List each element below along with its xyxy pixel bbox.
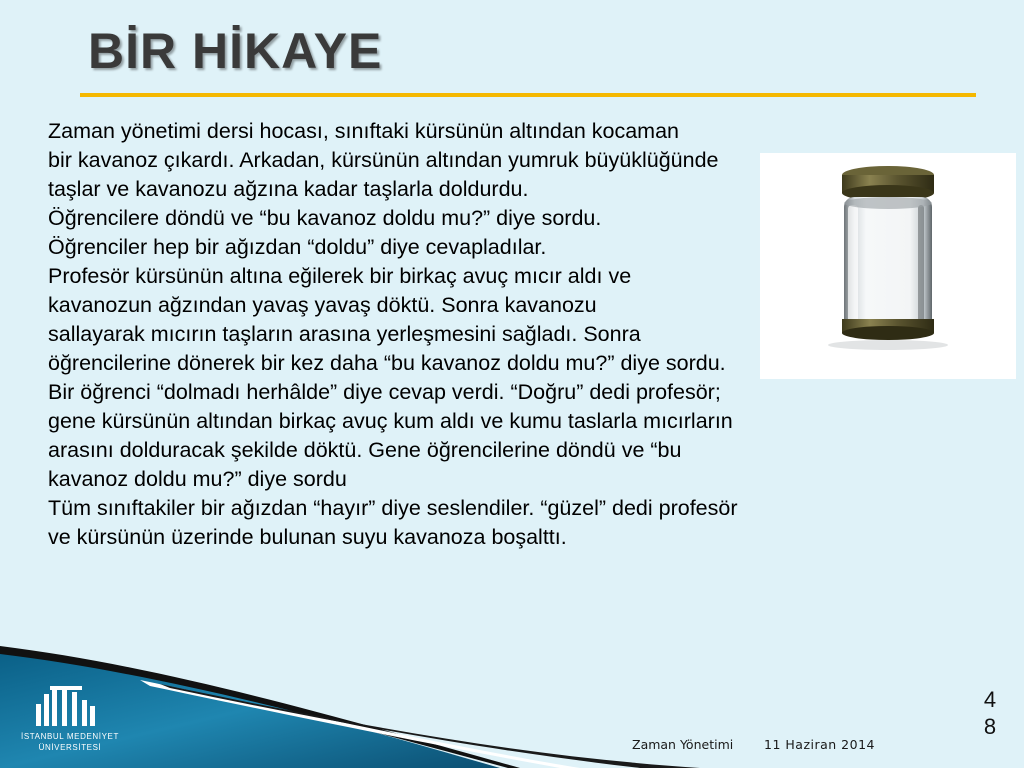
story-line: Zaman yönetimi dersi hocası, sınıftaki kürsünün altından kocaman <box>48 119 679 143</box>
story-line: kavanozun ağzından yavaş yavaş döktü. Sonra kavanozu <box>48 293 597 317</box>
university-columns-logo-icon <box>6 682 124 728</box>
story-line: Öğrenciler hep bir ağızdan “doldu” diye cevapladılar. <box>48 235 547 259</box>
story-line: sallayarak mıcırın taşların arasına yerleşmesini sağladı. Sonra <box>48 322 641 346</box>
story-line: taşlar ve kavanozu ağzına kadar taşlarla doldurdu. <box>48 177 529 201</box>
university-logo <box>6 682 124 762</box>
footer-date: 11 Haziran 2014 <box>764 737 875 752</box>
title-underline <box>80 93 976 97</box>
story-line: arasını dolduracak şekilde döktü. Gene öğrencilerine döndü ve “bu <box>48 438 682 462</box>
slide-title: BİR HİKAYE <box>88 23 383 79</box>
story-line: bir kavanoz çıkardı. Arkadan, kürsünün altından yumruk büyüklüğünde <box>48 148 719 172</box>
story-line: öğrencilerine dönerek bir kez daha “bu kavanoz doldu mu?” diye sordu. <box>48 351 726 375</box>
story-line: Profesör kürsünün altına eğilerek bir birkaç avuç mıcır aldı ve <box>48 264 632 288</box>
logo-name-line2: ÜNİVERSİTESİ <box>38 743 102 752</box>
story-line: kavanoz doldu mu?” diye sordu <box>48 467 347 491</box>
story-text <box>48 117 968 552</box>
slide-number: 48 <box>983 687 997 739</box>
logo-name-line1: İSTANBUL MEDENİYET <box>21 732 119 741</box>
footer-presentation-title: Zaman Yönetimi <box>632 737 734 752</box>
story-line: Öğrencilere döndü ve “bu kavanoz doldu mu?” diye sordu. <box>48 206 602 230</box>
story-line: gene kürsünün altından birkaç avuç kum aldı ve kumu taslarla mıcırların <box>48 409 733 433</box>
story-line: Bir öğrenci “dolmadı herhâlde” diye cevap verdi. “Doğru” dedi profesör; <box>48 380 721 404</box>
story-line: ve kürsünün üzerinde bulunan suyu kavanoza boşalttı. <box>48 525 567 549</box>
story-line: Tüm sınıftakiler bir ağızdan “hayır” diye seslendiler. “güzel” dedi profesör <box>48 496 738 520</box>
